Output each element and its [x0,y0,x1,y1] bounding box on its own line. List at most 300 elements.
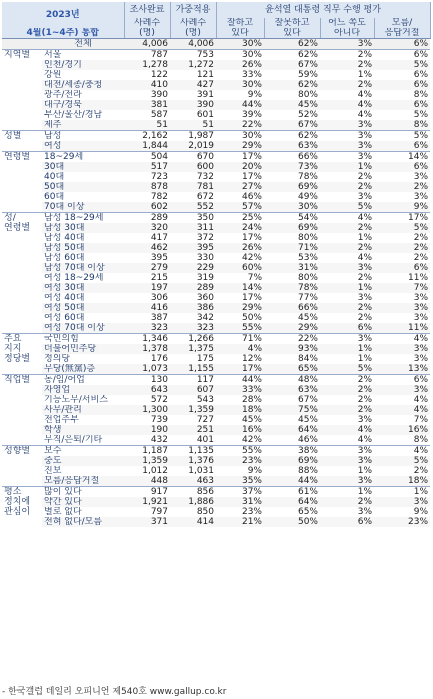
table-row [2,507,430,517]
row-label: 여성 [44,141,62,151]
cell-dk: 3% [413,192,429,202]
cell-bad: 75% [297,405,318,415]
row-label: 무당(無黨)층 [44,364,96,374]
cell-bad: 44% [297,476,318,486]
cell-good: 42% [241,435,262,445]
cell-dk: 23% [408,517,429,527]
table-row [2,435,430,446]
cell-bad: 22% [264,334,320,345]
cell-w: 1,031 [188,466,214,476]
cell-good: 60% [241,263,262,273]
cell-n: 1,359 [142,456,168,466]
cell-dk: 9% [413,202,429,212]
cell-w: 1,375 [188,344,214,354]
cell-dk: 8% [413,120,429,130]
table-row [2,213,430,224]
cell-good: 23% [241,456,262,466]
cell-bad: 46% [297,435,318,445]
total-bad: 62% [264,39,320,50]
cell-w: 330 [196,253,214,263]
survey-completed-header: 조사완료 [124,2,170,18]
cases-label: 사례수 [124,18,170,28]
table-row [2,192,430,202]
cell-w: 360 [196,293,214,303]
table-row [2,273,430,283]
cell-neither: 3% [357,476,372,486]
table-row [2,202,430,213]
cell-w: 601 [196,110,214,120]
cell-n: 782 [150,192,168,202]
cell-n: 215 [150,273,168,283]
cell-bad: 63% [297,141,318,151]
cell-w: 51 [202,120,214,130]
cell-w: 1,135 [170,446,216,457]
cell-w: 1,272 [188,60,214,70]
cell-w: 732 [196,172,214,182]
table-row [2,263,430,273]
cell-neither: 3% [320,334,374,345]
cell-dk: 8% [413,90,429,100]
cell-w: 401 [196,435,214,445]
row-label: 18~29세 [42,152,124,163]
cell-good: 27% [241,182,262,192]
row-label: 남성 70대 이상 [44,263,105,273]
cell-n: 410 [150,80,168,90]
row-label: 대전/세종/충청 [44,80,103,90]
cell-bad: 69% [297,456,318,466]
cell-neither: 4% [357,110,372,120]
cell-dk: 6% [413,100,429,110]
cell-neither: 4% [357,435,372,445]
cell-n: 130 [124,375,170,386]
row-label: 대구/경북 [44,100,82,110]
group-label: 주요 지지 정당별 [2,334,42,375]
cell-good: 28% [241,395,262,405]
cell-dk: 3% [413,497,429,507]
row-label: 여성 30대 [44,283,85,293]
cell-n: 51 [156,120,168,130]
table-row [2,385,430,395]
row-label: 30대 [44,162,65,172]
cell-good: 30% [216,131,264,142]
group-label: 성향별 [2,446,42,487]
cell-neither: 1% [357,354,372,364]
table-row [2,364,430,375]
cell-neither: 4% [357,425,372,435]
cell-dk: 13% [408,364,429,374]
cell-w: 427 [196,80,214,90]
col-dk: 모름/ [374,18,430,28]
cell-neither: 3% [357,263,372,273]
cell-n: 587 [150,110,168,120]
cell-w: 753 [170,50,216,61]
cell-bad: 45% [297,313,318,323]
cell-bad: 59% [297,70,318,80]
cell-n: 878 [150,182,168,192]
poll-table [2,2,431,527]
row-label: 여성 50대 [44,303,85,313]
row-label: 중도 [44,456,62,466]
table-row [2,487,430,498]
cell-good: 26% [241,243,262,253]
cell-n: 381 [150,100,168,110]
cell-neither: 3% [357,120,372,130]
cell-bad: 66% [297,303,318,313]
cell-dk: 17% [374,213,430,224]
cell-dk: 11% [408,323,429,333]
weighted-header: 가중적용 [170,2,216,18]
cell-n: 739 [150,415,168,425]
cell-bad: 53% [297,253,318,263]
cell-neither: 6% [357,323,372,333]
col-good-2: 있다 [216,28,264,39]
cell-w: 372 [196,233,214,243]
row-label: 70대 이상 [44,202,85,212]
table-row [2,476,430,487]
row-label: 보수 [42,446,124,457]
cell-w: 856 [170,487,216,498]
cell-neither: 3% [357,192,372,202]
table-row [2,60,430,70]
row-label: 농/임/어업 [42,375,124,386]
cell-good: 44% [216,375,264,386]
cell-dk: 6% [413,263,429,273]
cell-neither: 2% [357,60,372,70]
total-good: 30% [216,39,264,50]
cell-w: 1,155 [188,364,214,374]
row-label: 자영업 [44,385,71,395]
table-row [2,466,430,476]
group-label: 연령별 [2,152,42,213]
cell-n: 432 [150,435,168,445]
cell-good: 50% [241,313,262,323]
cell-dk: 2% [413,233,429,243]
row-label: 강원 [44,70,62,80]
table-row [2,162,430,172]
cell-n: 643 [150,385,168,395]
cell-bad: 61% [264,487,320,498]
cell-good: 31% [241,497,262,507]
cell-good: 25% [216,213,264,224]
cell-n: 390 [150,90,168,100]
cell-bad: 80% [297,90,318,100]
cell-good: 71% [216,334,264,345]
table-row [2,323,430,334]
cell-n: 1,346 [124,334,170,345]
table-row [2,303,430,313]
cell-good: 42% [241,253,262,263]
cell-dk: 3% [413,303,429,313]
row-label: 서울 [42,50,124,61]
cell-dk: 4% [374,446,430,457]
cell-dk: 7% [413,415,429,425]
cell-good: 7% [247,273,262,283]
table-row [2,517,430,527]
cell-neither: 2% [357,395,372,405]
table-title: 2023년 [2,2,124,28]
cell-w: 1,266 [170,334,216,345]
cell-n: 602 [150,202,168,212]
cell-w: 386 [196,303,214,313]
cell-bad: 45% [297,415,318,425]
cell-n: 387 [150,313,168,323]
col-dk-2: 응답거절 [374,28,430,39]
row-label: 국민의힘 [42,334,124,345]
col-bad: 잘못하고 [264,18,320,28]
cell-n: 572 [150,395,168,405]
cell-dk: 6% [413,70,429,80]
cell-bad: 80% [297,273,318,283]
cell-w: 342 [196,313,214,323]
cell-w: 672 [196,192,214,202]
cell-dk: 3% [413,293,429,303]
cell-dk: 1% [374,487,430,498]
cell-n: 517 [150,162,168,172]
row-label: 사무/관리 [44,405,82,415]
cell-bad: 88% [297,466,318,476]
cell-n: 1,921 [142,497,168,507]
cell-dk: 5% [413,110,429,120]
cell-dk: 14% [374,152,430,163]
table-row [2,375,430,386]
cell-bad: 38% [264,446,320,457]
cell-dk: 18% [408,476,429,486]
cell-w: 391 [196,90,214,100]
row-label: 더불어민주당 [44,344,97,354]
table-row [2,141,430,152]
cell-dk: 3% [413,172,429,182]
cell-dk: 7% [413,283,429,293]
cell-w: 727 [196,415,214,425]
cell-w: 350 [170,213,216,224]
table-row [2,446,430,457]
cell-dk: 3% [413,385,429,395]
table-row [2,131,430,142]
cell-dk: 3% [413,313,429,323]
cell-w: 850 [196,507,214,517]
total-w: 4,006 [170,39,216,50]
table-row [2,243,430,253]
cell-n: 797 [150,507,168,517]
cell-w: 175 [196,354,214,364]
cell-neither: 4% [357,90,372,100]
group-label: 평소 정치에 관심이 [2,487,42,528]
cell-neither: 2% [357,182,372,192]
cell-good: 30% [241,80,262,90]
cell-neither: 3% [320,446,374,457]
cell-dk: 6% [374,375,430,386]
cell-bad: 67% [297,120,318,130]
row-label: 별로 없다 [44,507,82,517]
cell-w: 319 [196,273,214,283]
cell-w: 552 [196,202,214,212]
cell-bad: 48% [264,375,320,386]
table-row [2,415,430,425]
cell-bad: 77% [297,293,318,303]
cell-dk: 8% [413,435,429,445]
row-label: 학생 [44,425,62,435]
cell-n: 1,378 [142,344,168,354]
cell-dk: 6% [413,162,429,172]
table-row [2,395,430,405]
col-bad-2: 있다 [264,28,320,39]
cell-n: 723 [150,172,168,182]
cell-good: 44% [241,100,262,110]
cell-dk: 2% [413,466,429,476]
table-row [2,182,430,192]
cell-n: 1,300 [142,405,168,415]
cell-bad: 30% [297,202,318,212]
cell-bad: 67% [297,395,318,405]
cell-bad: 71% [297,243,318,253]
cell-bad: 62% [297,80,318,90]
cell-neither: 2% [357,405,372,415]
row-label: 남성 [42,131,124,142]
cell-dk: 3% [413,354,429,364]
cell-n: 787 [124,50,170,61]
table-row [2,100,430,110]
cell-w: 1,376 [188,456,214,466]
cell-dk: 6% [413,80,429,90]
cell-good: 17% [241,364,262,374]
row-label: 무직/은퇴/기타 [44,435,103,445]
cell-neither: 3% [357,507,372,517]
cell-dk: 16% [408,425,429,435]
cell-n: 448 [150,476,168,486]
table-row [2,456,430,466]
table-row [2,80,430,90]
cell-n: 1,278 [142,60,168,70]
cell-n: 371 [150,517,168,527]
cell-neither: 1% [357,344,372,354]
total-label: 전체 [42,39,124,50]
row-label: 약간 있다 [44,497,82,507]
cell-n: 323 [150,323,168,333]
cell-w: 414 [196,517,214,527]
cell-dk: 2% [413,253,429,263]
cell-neither: 2% [357,243,372,253]
table-row [2,152,430,163]
cell-bad: 93% [297,344,318,354]
cell-neither: 3% [357,141,372,151]
cell-n: 306 [150,293,168,303]
row-label: 전업주부 [44,415,79,425]
cell-bad: 31% [297,263,318,273]
table-row [2,293,430,303]
cell-bad: 65% [297,507,318,517]
cell-dk: 2% [413,182,429,192]
cell-w: 2,019 [188,141,214,151]
table-row [2,253,430,263]
row-label: 여성 70대 이상 [44,323,105,333]
cell-dk: 4% [374,334,430,345]
table-row [2,334,430,345]
cell-bad: 73% [297,162,318,172]
cell-n: 122 [150,70,168,80]
cell-w: 781 [196,182,214,192]
group-label: 성별 [2,131,42,152]
cell-neither: 3% [357,456,372,466]
cell-bad: 50% [297,517,318,527]
cell-neither: 2% [357,385,372,395]
cell-good: 29% [241,303,262,313]
cell-w: 1,886 [188,497,214,507]
cell-neither: 1% [320,487,374,498]
row-label: 제주 [44,120,62,130]
cell-neither: 1% [357,162,372,172]
cell-w: 670 [170,152,216,163]
row-label: 60대 [44,192,65,202]
cell-neither: 2% [357,313,372,323]
cell-w: 1,987 [170,131,216,142]
table-row [2,70,430,80]
cell-n: 395 [150,253,168,263]
cell-bad: 78% [297,172,318,182]
cell-neither: 3% [320,152,374,163]
cell-good: 17% [216,152,264,163]
cell-n: 2,162 [124,131,170,142]
cell-n: 1,844 [142,141,168,151]
cell-neither: 1% [357,283,372,293]
row-label: 많이 있다 [42,487,124,498]
cell-neither: 1% [357,233,372,243]
cell-good: 35% [241,476,262,486]
cell-neither: 1% [357,466,372,476]
cell-good: 55% [216,446,264,457]
cases-label-weighted: 사례수 [170,18,216,28]
cell-n: 289 [124,213,170,224]
table-row [2,354,430,364]
cell-dk: 3% [413,344,429,354]
cell-neither: 3% [320,131,374,142]
row-label: 남성 30대 [44,223,85,233]
table-row [2,497,430,507]
cell-neither: 5% [357,364,372,374]
cell-dk: 5% [413,456,429,466]
row-label: 40대 [44,172,65,182]
cell-good: 21% [241,517,262,527]
cell-good: 30% [216,50,264,61]
table-row [2,90,430,100]
row-label: 남성 50대 [44,243,85,253]
cell-bad: 64% [297,425,318,435]
cell-good: 22% [241,120,262,130]
cell-n: 320 [150,223,168,233]
cell-good: 46% [241,192,262,202]
cell-dk: 11% [408,273,429,283]
cell-n: 1,187 [124,446,170,457]
cell-good: 57% [241,202,262,212]
cell-bad: 78% [297,283,318,293]
cell-dk: 5% [413,60,429,70]
cell-w: 1,359 [188,405,214,415]
cell-neither: 2% [320,50,374,61]
cell-w: 311 [196,223,214,233]
cell-bad: 62% [264,131,320,142]
cell-w: 390 [196,100,214,110]
cell-good: 20% [241,162,262,172]
table-row [2,50,430,61]
cell-good: 26% [241,60,262,70]
cell-w: 251 [196,425,214,435]
table-row [2,120,430,131]
cell-good: 29% [241,141,262,151]
cell-dk: 6% [413,141,429,151]
cell-n: 176 [150,354,168,364]
cell-good: 9% [247,90,262,100]
cell-dk: 9% [413,507,429,517]
table-row [2,110,430,120]
